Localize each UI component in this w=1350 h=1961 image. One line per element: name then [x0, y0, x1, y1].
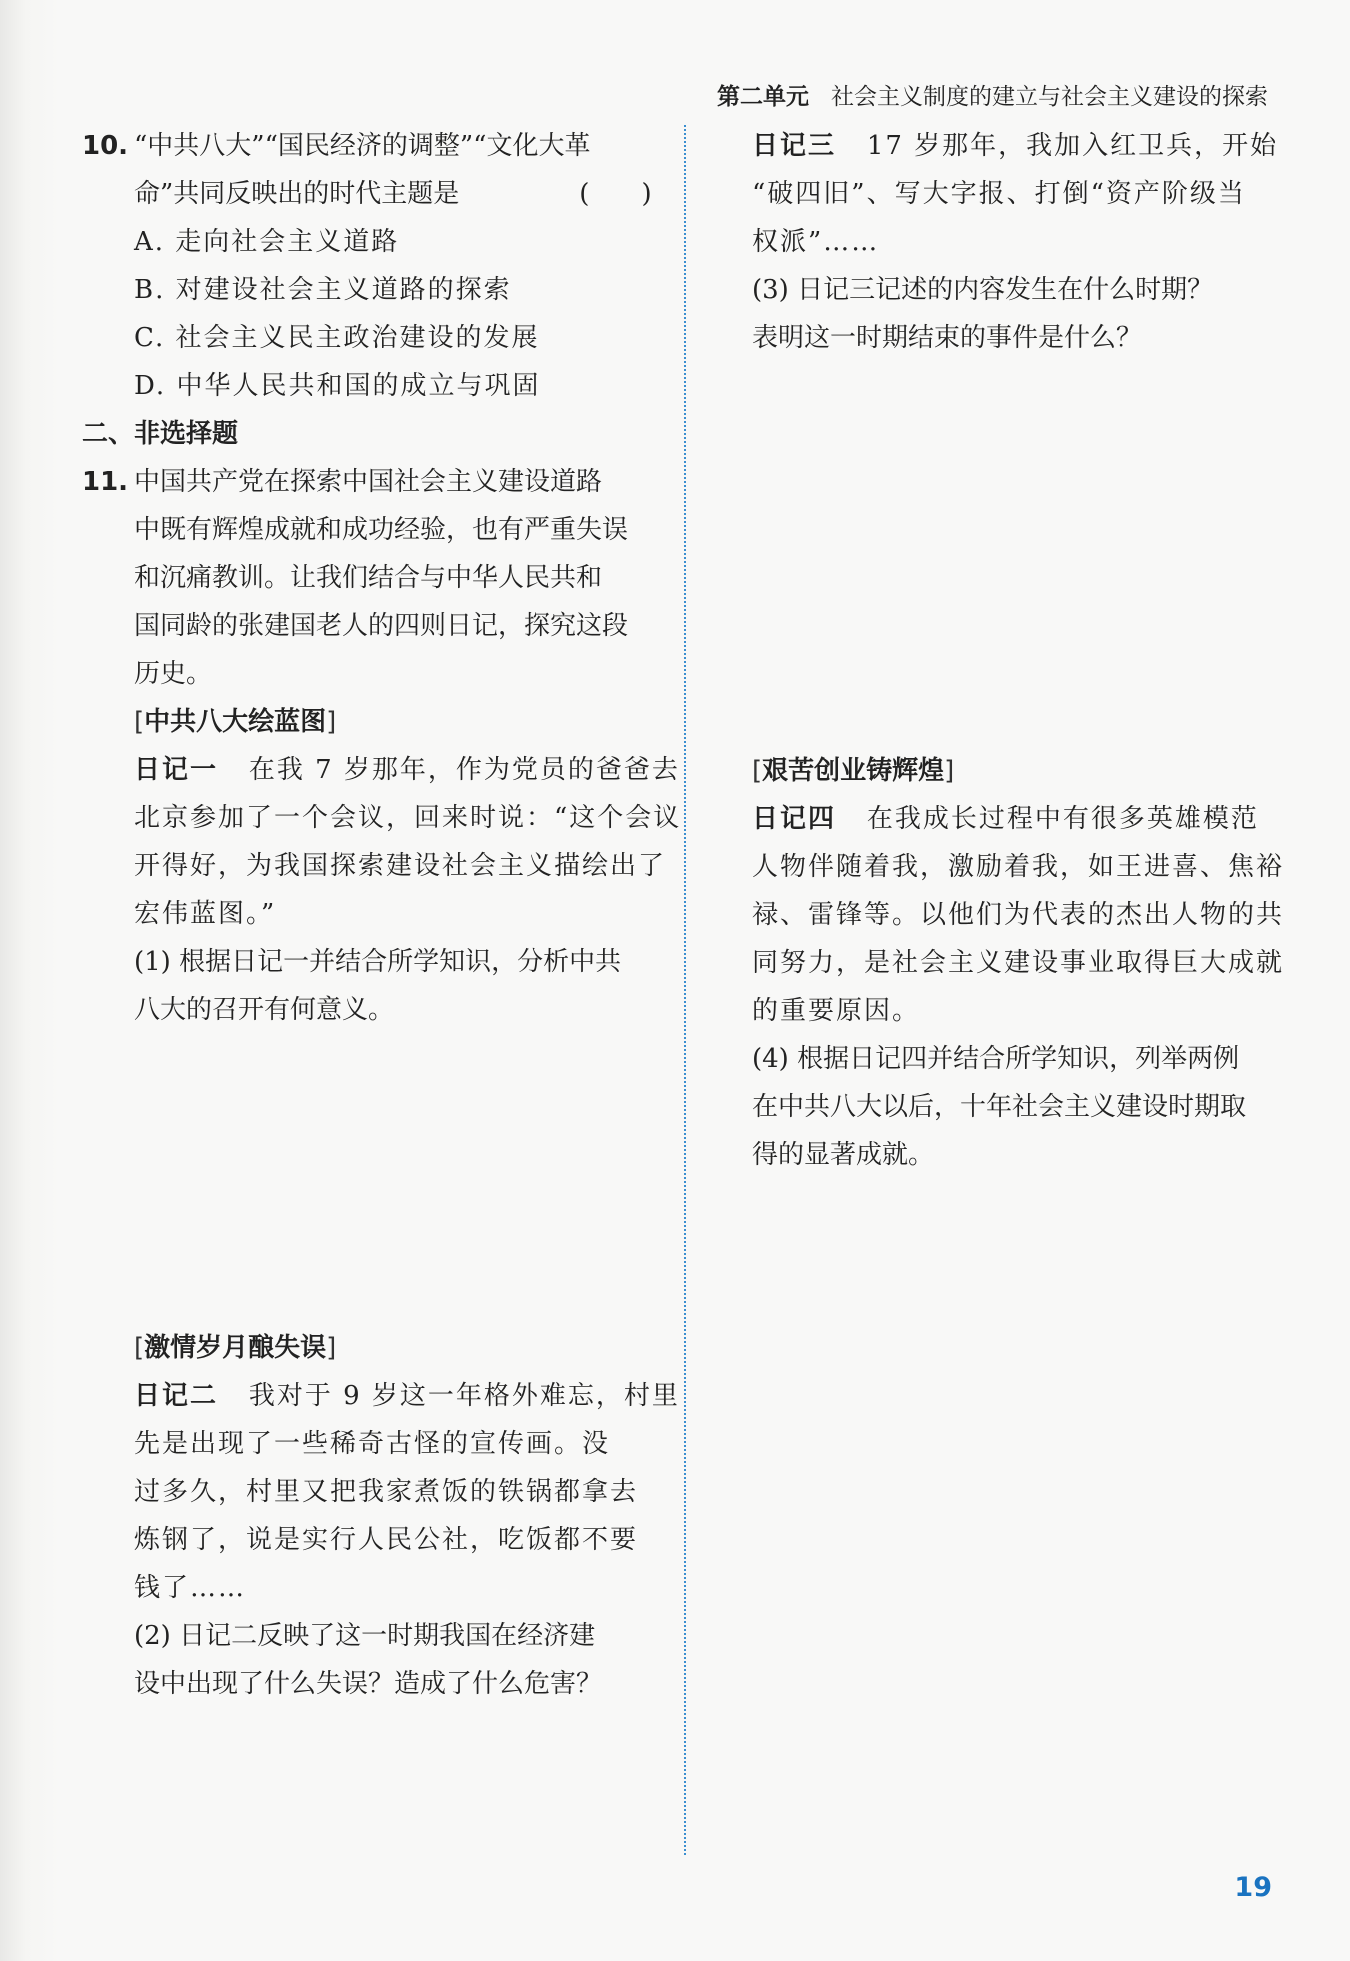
section-title: 二、非选择题 — [82, 419, 239, 449]
sub-question: 设中出现了什么失误？造成了什么危害？ — [134, 1669, 603, 1699]
diary-line: 先是出现了一些稀奇古怪的宣传画。没 — [134, 1429, 611, 1459]
running-header — [717, 78, 1268, 111]
diary-line: 我对于 9 岁这一年格外难忘，村里 — [248, 1381, 680, 1411]
answer-space[interactable] — [82, 1034, 657, 1324]
sub-question: 八大的召开有何意义。 — [134, 995, 395, 1025]
diary-line: 北京参加了一个会议，回来时说：“这个会议 — [134, 803, 682, 833]
sub-question: 表明这一时期结束的事件是什么？ — [752, 323, 1143, 353]
option-b: B. 对建设社会主义道路的探索 — [134, 275, 512, 305]
sub-question: 在中共八大以后，十年社会主义建设时期取 — [752, 1092, 1247, 1122]
right-column — [752, 122, 1285, 1179]
diary-line: 禄、雷锋等。以他们为代表的杰出人物的共 — [752, 900, 1285, 930]
diary-line: 权派”…… — [752, 227, 880, 257]
question-10 — [82, 122, 657, 410]
diary-line: 的重要原因。 — [752, 996, 921, 1026]
page-number: 19 — [1234, 1872, 1272, 1903]
intro-line: 国同龄的张建国老人的四则日记，探究这段 — [134, 611, 629, 641]
diary-line: 同努力，是社会主义建设事业取得巨大成就 — [752, 948, 1285, 978]
sub-question: (4) 根据日记四并结合所学知识，列举两例 — [752, 1044, 1240, 1074]
header-title: 社会主义制度的建立与社会主义建设的探索 — [831, 84, 1268, 110]
diary-line: 过多久，村里又把我家煮饭的铁锅都拿去 — [134, 1477, 639, 1507]
left-column — [82, 122, 682, 1708]
diary-line: 17 岁那年，我加入红卫兵，开始 — [866, 131, 1279, 161]
question-number: 10. — [82, 131, 129, 161]
option-c: C. 社会主义民主政治建设的发展 — [134, 323, 540, 353]
diary-line: 在我成长过程中有很多英雄模范 — [866, 804, 1259, 834]
diary-line: “破四旧”、写大字报、打倒“资产阶级当 — [752, 179, 1246, 209]
sub-question: 得的显著成就。 — [752, 1140, 935, 1170]
section-heading: [中共八大绘蓝图] — [134, 707, 337, 737]
question-number: 11. — [82, 467, 129, 497]
section-heading: [激情岁月酿失误] — [134, 1333, 337, 1363]
diary-line: 开得好，为我国探索建设社会主义描绘出了 — [134, 851, 667, 881]
diary-label: 日记一 — [134, 755, 219, 785]
section-heading: [艰苦创业铸辉煌] — [752, 756, 955, 786]
question-11 — [82, 458, 682, 1708]
sub-question: (2) 日记二反映了这一时期我国在经济建 — [134, 1621, 596, 1651]
answer-space[interactable] — [752, 362, 1272, 747]
option-a: A. 走向社会主义道路 — [134, 227, 400, 257]
intro-line: 和沉痛教训。让我们结合与中华人民共和 — [134, 563, 603, 593]
header-unit: 第二单元 — [717, 84, 809, 110]
intro-line: 历史。 — [134, 659, 213, 689]
intro-line: 中国共产党在探索中国社会主义建设道路 — [134, 467, 603, 497]
diary-line: 炼钢了，说是实行人民公社，吃饭都不要 — [134, 1525, 639, 1555]
column-divider — [684, 125, 686, 1855]
sub-question: (1) 根据日记一并结合所学知识，分析中共 — [134, 947, 622, 977]
question-stem-line: 命”共同反映出的时代主题是 — [134, 179, 460, 209]
intro-line: 中既有辉煌成就和成功经验，也有严重失误 — [134, 515, 629, 545]
diary-line: 在我 7 岁那年，作为党员的爸爸去 — [248, 755, 680, 785]
sub-question: (3) 日记三记述的内容发生在什么时期？ — [752, 275, 1214, 305]
diary-label: 日记二 — [134, 1381, 219, 1411]
answer-paren: ( ) — [579, 179, 652, 209]
diary-line: 宏伟蓝图。” — [134, 899, 277, 929]
question-stem-line: “中共八大”“国民经济的调整”“文化大革 — [134, 131, 591, 161]
diary-line: 人物伴随着我，激励着我，如王进喜、焦裕 — [752, 852, 1285, 882]
option-d: D. 中华人民共和国的成立与巩固 — [134, 371, 541, 401]
diary-line: 钱了…… — [134, 1573, 247, 1603]
diary-label: 日记三 — [752, 131, 837, 161]
diary-label: 日记四 — [752, 804, 837, 834]
